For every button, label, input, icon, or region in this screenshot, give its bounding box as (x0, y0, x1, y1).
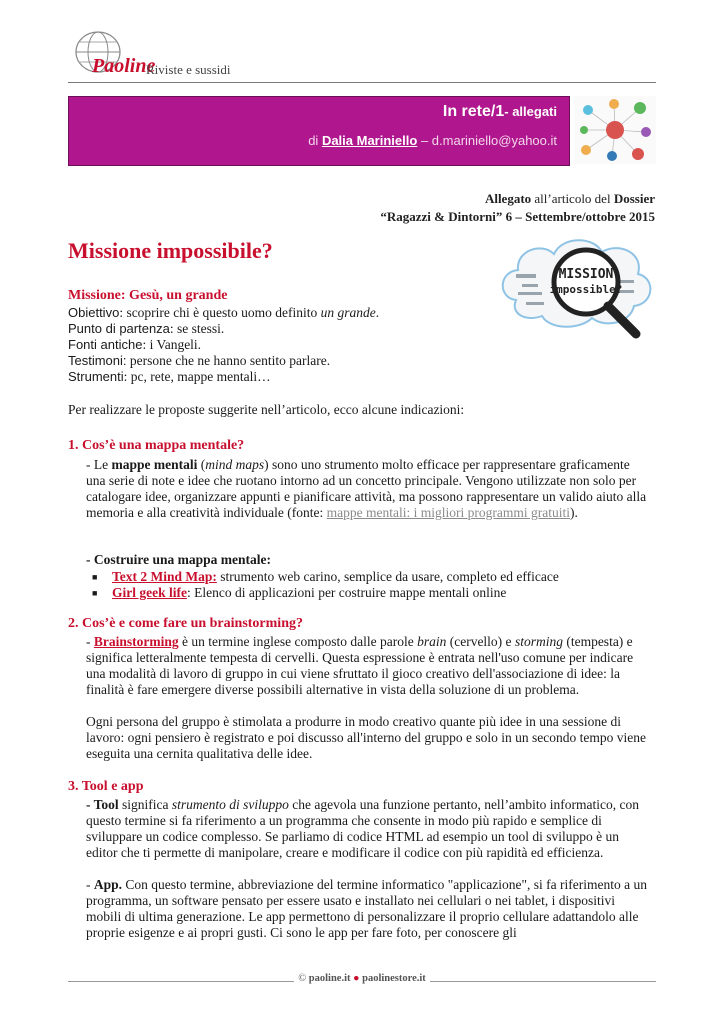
section2-paragraph2: Ogni persona del gruppo è stimolata a produrre in modo creativo quante più idee in una sessione di lavoro: ogni pensiero è registrato e poi discusso all'interno del gruppo e solo in un secondo tempo viene eseguita una cernita qualitativa delle idee. (86, 714, 646, 761)
bullet-icon: ■ (92, 588, 98, 598)
author-email[interactable]: d.mariniello@yahoo.it (431, 133, 557, 148)
banner-author-line (308, 133, 557, 148)
banner-title-main: In rete/1 (442, 103, 505, 120)
section2-paragraph1: - Brainstorming è un termine inglese composto dalle parole brain (cervello) e storming (tempesta) e significa letteralmente tempesta di cervelli. Questa espressione è entrata nell'uso comune per indicare una modalità di lavoro di gruppo in cui viene sfruttato il gioco creativo dell'associazione di idee: la finalità è fare emergere diverse possibili alternative in vista della soluzione di un problema. (86, 634, 634, 697)
dossier-text: all’articolo del (534, 191, 611, 206)
svg-text:impossible?: impossible? (549, 283, 623, 296)
brainstorming-link[interactable]: Brainstorming (93, 634, 179, 649)
dossier-issue: “Ragazzi & Dintorni” 6 – Settembre/ottobre 2015 (380, 209, 655, 224)
page-title: Missione impossibile? (68, 238, 273, 263)
dossier-label: Allegato (484, 191, 532, 206)
section3-heading: 3. Tool e app (68, 779, 144, 794)
mission-goal: Obiettivo: scoprire chi è questo uomo definito un grande. (68, 305, 380, 320)
bullet-icon: ■ (92, 572, 98, 582)
footer-divider-left (68, 981, 294, 982)
author-name-link[interactable]: Dalia Mariniello (321, 133, 418, 148)
girlgeeklife-link[interactable]: Girl geek life (112, 585, 187, 600)
social-network-illustration (574, 96, 656, 164)
banner-title-suffix: - allegati (504, 104, 557, 119)
svg-text:Paoline: Paoline (92, 55, 156, 77)
mission-impossible-illustration (496, 230, 658, 340)
author-separator: – (420, 133, 429, 148)
brand-subtitle: Riviste e sussidi (146, 62, 231, 77)
header-divider (68, 82, 656, 83)
mission-start: Punto di partenza: se stessi. (68, 321, 225, 336)
mission-details (68, 305, 488, 385)
section1-paragraph: - Le mappe mentali (mind maps) sono uno strumento molto efficace per rappresentare graficamente una serie di note e idee che ruotano intorno ad un concetto principale. Vengono utilizzate non solo per catalogare idee, organizzare appunti e pianificare attività, ma possono rappresentare un valido aiuto alla memoria e alla creatività individuale (fonte: mappe mentali: i migliori programmi gratuiti). (86, 457, 647, 520)
mission-tools: Strumenti: pc, rete, mappe mentali… (68, 369, 271, 384)
section3-app-paragraph: - App. Con questo termine, abbreviazione del termine informatico "applicazione", si fa riferimento a un programma, un software pensato per essere usato e installato nei cellulari o nei tablet, i dispositivi mobili di ultima generazione. Le app permettono di personalizzare il proprio cellulare adattandolo alle proprie esigenze e ai propri gusti. Ci sono le app per fare foto, per conoscere gli (86, 877, 647, 940)
mission-witnesses: Testimoni: persone che ne hanno sentito parlare. (68, 353, 331, 368)
article-banner (68, 96, 570, 166)
bullet-item-girlgeeklife: Girl geek life: Elenco di applicazioni per costruire mappe mentali online (112, 585, 507, 600)
intro-paragraph: Per realizzare le proposte suggerite nell’articolo, ecco alcune indicazioni: (68, 402, 465, 417)
section2-heading: 2. Cos’è e come fare un brainstorming? (68, 616, 303, 631)
mission-sources: Fonti antiche: i Vangeli. (68, 337, 202, 352)
section1-heading: 1. Cos’è una mappa mentale? (68, 438, 245, 453)
footer-site-paolinestore[interactable]: paolinestore.it (362, 973, 426, 984)
mission-heading: Missione: Gesù, un grande (68, 288, 228, 303)
dossier-word: Dossier (613, 191, 655, 206)
dossier-reference (380, 190, 655, 226)
section3-tool-paragraph: - Tool significa strumento di sviluppo che agevola una funzione pertanto, nell’ambito informatico, con questo termine si fa riferimento a un programma che consente in modo più rapido e semplice di sviluppare un codice complesso. Se parliamo di codice HTML ad esempio un tool di sviluppo è un editor che ti permette di manipolare, creare e modificare il codice con più rapidità ed efficienza. (86, 797, 640, 860)
footer: © paoline.it ● paolinestore.it (298, 973, 426, 984)
footer-dot-icon: ● (353, 973, 360, 984)
bullet-item-text2mindmap: Text 2 Mind Map: strumento web carino, semplice da usare, completo ed efficace (112, 569, 559, 584)
text2mindmap-link[interactable]: Text 2 Mind Map: (112, 569, 217, 584)
footer-site-paoline[interactable]: paoline.it (308, 973, 351, 984)
svg-text:MISSION: MISSION (558, 267, 614, 282)
source-link[interactable]: mappe mentali: i migliori programmi gratuiti (326, 505, 570, 520)
author-prefix: di (308, 133, 319, 148)
footer-divider-right (430, 981, 656, 982)
section1-subheading: - Costruire una mappa mentale: (86, 552, 271, 567)
banner-title (69, 103, 557, 121)
